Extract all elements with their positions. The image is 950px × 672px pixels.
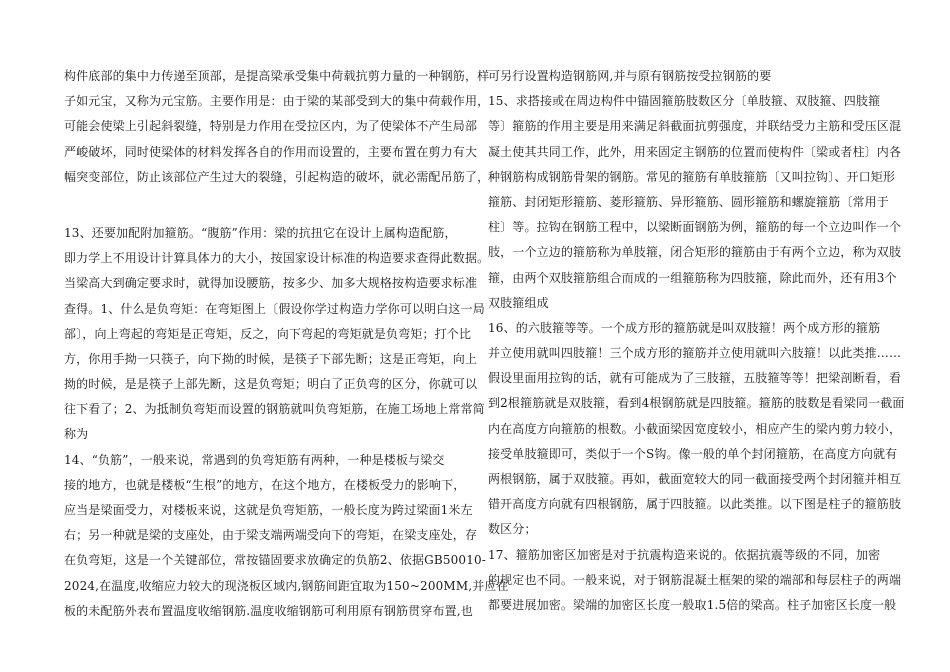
text-line: 拗的时候，是是筷子上部先断，这是负弯矩；明白了正负弯的区分，你就可以 <box>64 377 478 392</box>
text-line: 假设里面用拉钩的话，就有可能成为了三肢箍，五肢箍等等！把梁剖断看，看 <box>488 371 902 386</box>
text-line: 称为 <box>64 427 89 442</box>
text-line: 方，你用手拗一只筷子，向下拗的时候，是筷子下部先断；这是正弯矩，向上 <box>64 351 478 366</box>
text-line: 箍筋、封闭矩形箍筋、菱形箍筋、异形箍筋、圆形箍筋和螺旋箍筋〔常用于 <box>488 194 889 209</box>
text-line: 种钢筋构成钢筋骨架的钢筋。常见的箍筋有单肢箍筋〔又叫拉钩〕、开口矩形 <box>488 169 896 184</box>
text-line: 接受单肢箍即可，类似于一个S钩。像一般的单个封闭箍筋，在高度方向就有 <box>488 446 898 461</box>
text-line: 幅突变部位，防止该部位产生过大的裂缝，引起构造的破坏，就必需配吊筋了， <box>64 169 490 184</box>
text-line: 并立使用就叫四肢箍！三个成方形的箍筋并立使用就叫六肢箍！以此类推…… <box>488 346 902 361</box>
text-line: 当梁高大到确定要求时，就得加设腰筋，按多少、加多大规格按构造要求标准 <box>64 276 478 291</box>
text-line: 应当是梁面受力，对楼板来说，这就是负弯矩筋，一般长度为跨过梁面1米左 <box>64 503 473 517</box>
left-text-column <box>64 64 509 624</box>
text-line: 可能会使梁上引起斜裂缝，特别是力作用在受拉区内，为了使梁体不产生局部 <box>64 119 478 134</box>
text-line: 可另行设置构造钢筋网,并与原有钢筋按受拉钢筋的要 <box>488 69 772 83</box>
text-line: 两根钢筋，属于双肢箍。再如，截面宽较大的同一截面接受两个封闭箍并相互 <box>488 472 902 486</box>
text-line: 部〕，向上弯起的弯矩是正弯矩，反之，向下弯起的弯矩就是负弯矩；打个比 <box>64 326 472 341</box>
text-line: 的规定也不同。一般来说，对于钢筋混凝土框架的梁的端部和每层柱子的两端 <box>488 572 902 587</box>
text-line: 等〕箍筋的作用主要是用来满足斜截面抗剪强度，并联结受力主筋和受压区混 <box>488 119 902 134</box>
text-line: 数区分； <box>488 522 537 537</box>
text-line: 严峻破坏，同时使梁体的材料发挥各自的作用而设置的，主要布置在剪力有大 <box>64 144 478 159</box>
text-line: 接的地方，也就是楼板“生根”的地方，在这个地方，在楼板受力的影响下， <box>64 477 466 492</box>
text-line: 15、求搭接或在周边构件中锚固箍筋肢数区分〔单肢箍、双肢箍、四肢箍 <box>488 94 881 109</box>
text-line: 即力学上不用设计计算具体力的大小，按国家设计标准的构造要求查得此数据。 <box>64 251 490 266</box>
text-line: 16、的六肢箍等等。一个成方形的箍筋就是叫双肢箍！两个成方形的箍筋 <box>488 320 881 335</box>
paragraph-gap <box>64 190 452 221</box>
text-line: 凝土使其共同工作，此外，用来固定主钢筋的位置而使构件〔梁或者柱〕内各 <box>488 144 902 159</box>
text-line: 13、还要加配附加箍筋。“腹筋”作用：梁的抗扭它在设计上属构造配筋， <box>64 225 457 240</box>
text-line: 17、箍筋加密区加密是对于抗震构造来说的。依据抗震等级的不同，加密 <box>488 547 881 562</box>
text-line: 内在高度方向箍筋的根数。小截面梁因宽度较小，相应产生的梁内剪力较小， <box>488 421 902 436</box>
text-line: 子如元宝，又称为元宝筋。主要作用是：由于梁的某部受到大的集中荷载作用， <box>64 94 490 109</box>
text-line: 在负弯矩，这是一个关键部位，常按锚固要求放确定的负筋2、依据GB50010- <box>64 553 486 568</box>
text-line: 板的未配筋外表布置温度收缩钢筋.温度收缩钢筋可利用原有钢筋贯穿布置,也 <box>64 603 473 618</box>
text-line: 双肢箍组成 <box>488 295 549 310</box>
text-line: 箍，由两个双肢箍筋组合而成的一组箍筋称为四肢箍，除此而外，还有用3个 <box>488 270 897 285</box>
text-line: 错开高度方向就有四根钢筋，属于四肢箍。以此类推。以下图是柱子的箍筋肢 <box>488 497 902 512</box>
text-line: 往下看了；2、为抵制负弯矩而设置的钢筋就叫负弯矩筋，在施工场地上常常简 <box>64 402 485 417</box>
right-text-column <box>488 64 905 618</box>
text-line: 都要进展加密。梁端的加密区长度一般取1.5倍的梁高。柱子加密区长度一般 <box>488 597 897 612</box>
text-line: 构件底部的集中力传递至顶部，是提高梁承受集中荷载抗剪力量的一种钢筋，样 <box>64 69 490 83</box>
text-line: 柱〕等。拉钩在钢筋工程中，以梁断面钢筋为例，箍筋的每一个立边叫作一个 <box>488 220 902 235</box>
text-line: 2024,在温度,收缩应力较大的现浇板区域内,钢筋间距宜取为150~200MM,并应在 <box>64 578 509 593</box>
text-line: 肢，一个立边的箍筋称为单肢箍，闭合矩形的箍筋由于有两个立边，称为双肢 <box>488 245 902 260</box>
text-line: 到2根箍筋就是双肢箍，看到4根钢筋就是四肢箍。箍筋的肢数是看梁同一截面 <box>488 396 905 411</box>
text-line: 14、“负筋”，一般来说，常遇到的负弯矩筋有两种，一种是楼板与梁交 <box>64 452 445 467</box>
text-line: 查得。1、什么是负弯矩：在弯矩图上〔假设你学过构造力学你可以明白这一局 <box>64 301 485 316</box>
text-line: 右；另一种就是梁的支座处，由于梁支端两端受向下的弯矩，在梁支座处，存 <box>64 528 478 543</box>
